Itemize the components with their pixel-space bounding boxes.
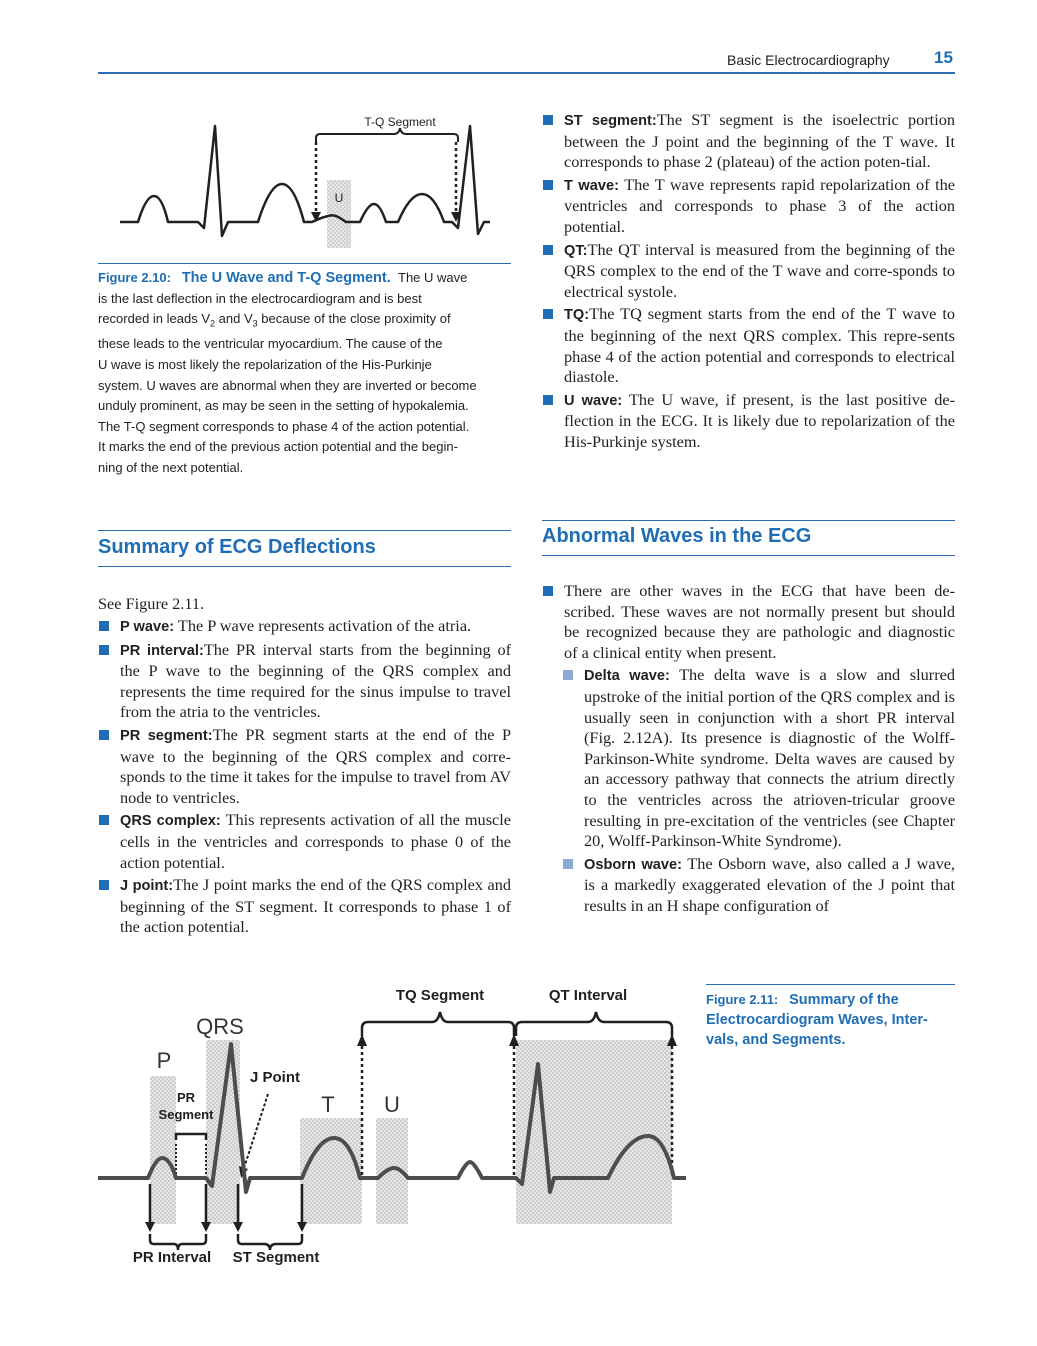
bullet-square-icon [563, 670, 573, 680]
tq-brace [316, 128, 458, 142]
list-item-qrs-complex: QRS complex: This represents activation of all the muscle cells in the ventricles and corresponds to phase 0 of the action potential. [98, 810, 511, 873]
caption-line: U wave is most likely the repolarization of the His-Purkinje [98, 356, 432, 372]
bullet-square-icon [543, 395, 553, 405]
tq-segment-label: T-Q Segment [364, 115, 436, 129]
abnormal-bullet-list [542, 581, 955, 919]
summary-section-title: Summary of ECG Deflections [98, 536, 376, 558]
running-head: Basic Electrocardiography [727, 52, 890, 68]
list-item-qt: QT:The QT interval is measured from the beginning of the QRS complex to the end of the T wave and corre-sponds to electrical systole. [542, 240, 955, 303]
figure-2-10-caption [98, 268, 511, 479]
st-segment-label: ST Segment [232, 1249, 320, 1266]
qt-interval-label: QT Interval [548, 987, 628, 1004]
qt-brace [516, 1012, 672, 1036]
qrs-label: QRS [196, 1014, 244, 1039]
bullet-square-icon [99, 880, 109, 890]
list-item-t-wave: T wave: The T wave represents rapid repolarization of the ventricles and corresponds to phase 3 of the action potential. [542, 175, 955, 238]
st-segment-brace [238, 1234, 302, 1250]
page-number: 15 [934, 48, 953, 67]
summary-bullet-list [98, 616, 511, 940]
tq-brace [362, 1012, 514, 1036]
list-item-u-wave: U wave: The U wave, if present, is the last positive de-flection in the ECG. It is likely due to repolarization of the His-Purkinje system. [542, 390, 955, 453]
list-item-j-point: J point:The J point marks the end of the QRS complex and beginning of the ST segment. It corresponds to phase 1 of the action potential. [98, 875, 511, 938]
header-rule [98, 72, 955, 74]
summary-intro: See Figure 2.11. [98, 594, 205, 613]
list-item-pr-segment: PR segment:The PR segment starts at the end of the P wave to the beginning of the QRS complex and corre-sponds to the time it takes for the impulse to travel from AV node to ventricles. [98, 725, 511, 808]
st-segment-right-arrow [297, 1222, 307, 1232]
list-item-pr-interval: PR interval:The PR interval starts from the beginning of the P wave to the beginning of the QRS complex and represents the time required for the sinus impulse to travel from the atria to the ventricles. [98, 640, 511, 723]
bullet-square-icon [99, 645, 109, 655]
abnormal-section-title: Abnormal Waves in the ECG [542, 525, 812, 547]
tq-segment-label: TQ Segment [395, 987, 485, 1004]
list-item-tq: TQ:The TQ segment starts from the end of the T wave to the beginning of the next QRS complex. This repre-sents phase 4 of the action potential and corresponds to electrical diastole. [542, 304, 955, 387]
bullet-square-icon [99, 621, 109, 631]
t-wave-shading [300, 1118, 362, 1224]
caption-line: unduly prominent, as may be seen in the setting of hypokalemia. [98, 398, 469, 414]
ecg-trace [120, 126, 490, 236]
pr-segment-label-1: PR [176, 1090, 196, 1105]
caption-line: The T-Q segment corresponds to phase 4 of the action potential. [98, 418, 470, 434]
summary-top-rule [98, 530, 511, 531]
figure-2-10-number: Figure 2.10: [98, 270, 171, 285]
st-segment-left-arrow [233, 1222, 243, 1232]
j-point-label: J Point [249, 1069, 301, 1086]
right-top-bullet-list [542, 110, 955, 455]
t-label: T [321, 1092, 335, 1117]
pr-interval-label: PR Interval [132, 1249, 212, 1266]
list-item-st-segment: ST segment:The ST segment is the isoelectric portion between the J point and the beginning of the T wave. It corresponds to phase 2 (plateau) of the action poten-tial. [542, 110, 955, 173]
j-point-pointer [244, 1094, 268, 1168]
figure-2-11-rule [706, 984, 955, 985]
pr-interval-brace [150, 1234, 206, 1250]
figure-2-11-title: Summary of the Electrocardiogram Waves, Inter-vals, and Segments. [706, 992, 928, 1048]
caption-line: ning of the next potential. [98, 459, 244, 475]
caption-line: The U wave [398, 270, 468, 285]
caption-line: recorded in leads $V_2$ and $V_3$ because of the close proximity of [98, 311, 451, 329]
list-item-p-wave: P wave: The P wave represents activation of the atria. [98, 616, 511, 638]
figure-2-10-rule [98, 263, 511, 264]
bullet-square-icon [99, 815, 109, 825]
pr-interval-left-arrow [145, 1222, 155, 1232]
pr-segment-label-2: Segment [158, 1107, 214, 1122]
tq-start-arrow [357, 1034, 367, 1046]
u-label: U [384, 1092, 400, 1117]
abnormal-top-rule [542, 520, 955, 521]
caption-line: these leads to the ventricular myocardium. The cause of the [98, 336, 443, 352]
bullet-square-icon [543, 115, 553, 125]
pr-segment-bracket [176, 1134, 206, 1140]
figure-2-11-caption [706, 990, 955, 1050]
bullet-square-icon [543, 309, 553, 319]
u-label: U [334, 191, 344, 205]
abnormal-bottom-rule [542, 555, 955, 556]
figure-2-11-diagram [98, 978, 698, 1278]
p-wave-shading [150, 1076, 176, 1224]
bullet-square-icon [99, 730, 109, 740]
p-label: P [156, 1048, 172, 1073]
caption-line: system. U waves are abnormal when they are inverted or become [98, 377, 477, 393]
list-item-osborn-wave: Osborn wave: The Osborn wave, also called a J wave, is a markedly exaggerated elevation of the J point that results in an H shape configuration of [542, 854, 955, 917]
list-item-delta-wave: Delta wave: The delta wave is a slow and slurred upstroke of the initial portion of the QRS complex and is usually seen in conjunction with a short PR interval (Fig. 2.12A). Its presence is diagnostic of the Wolff-Parkinson-White syndrome. Delta waves are caused by an accessory pathway that connects the atrium directly to the ventricles across the atrioven-tricular groove resulting in pre-excitation of the ventricles (see Chapter 20, Wolff-Parkinson-White Syndrome). [542, 665, 955, 851]
caption-line: is the last deflection in the electrocardiogram and is best [98, 290, 422, 306]
list-item-abnormal-intro: There are other waves in the ECG that have been de-scribed. These waves are not normally present but should be recognized because they are pathologic and diagnostic of a clinical entity when present. [542, 581, 955, 663]
figure-2-10-diagram [98, 104, 518, 252]
bullet-square-icon [543, 180, 553, 190]
bullet-square-icon [543, 245, 553, 255]
summary-bottom-rule [98, 566, 511, 567]
figure-2-11-number: Figure 2.11: [706, 992, 779, 1007]
figure-2-10-title: The U Wave and T-Q Segment. [181, 270, 391, 286]
caption-line: It marks the end of the previous action potential and the begin- [98, 439, 458, 455]
bullet-square-icon [543, 586, 553, 596]
pr-interval-right-arrow [201, 1222, 211, 1232]
bullet-square-icon [563, 859, 573, 869]
